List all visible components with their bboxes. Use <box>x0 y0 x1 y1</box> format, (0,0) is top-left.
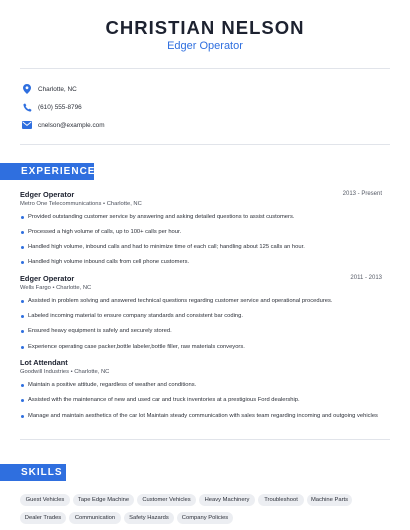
candidate-name: CHRISTIAN NELSON <box>105 17 305 38</box>
job-location: Charlotte, NC <box>74 369 110 375</box>
email-icon <box>22 120 32 130</box>
job-title: Edger Operator <box>20 190 75 199</box>
contact-email-text: cnelson@example.com <box>38 121 105 129</box>
list-item: Maintain a positive attitude, regardless of weather and conditions. <box>20 381 382 389</box>
skill-tag: Company Policies <box>177 512 233 524</box>
job-company-line <box>20 285 91 291</box>
candidate-title: Edger Operator <box>167 40 243 52</box>
job-company-line <box>20 369 109 375</box>
job-title: Lot Attendant <box>20 358 68 367</box>
list-item: Handled high volume, inbound calls and had to minimize time of each call; handling about 125 calls an hour. <box>20 243 382 251</box>
job-location: Charlotte, NC <box>106 201 142 207</box>
skill-tag: Communication <box>69 512 121 524</box>
list-item: Manage and maintain aesthetics of the car lot Maintain steady communication with sales team regarding incoming and outgoing vehicles <box>20 412 382 420</box>
job-company-line <box>20 201 142 207</box>
contact-phone <box>22 102 82 112</box>
skill-tag: Machine Parts <box>307 494 352 506</box>
list-item: Ensured heavy equipment is safely and securely stored. <box>20 327 382 335</box>
skill-tag: Guest Vehicles <box>20 494 70 506</box>
contact-divider <box>20 144 390 145</box>
contact-location <box>22 84 77 94</box>
experience-section-heading: EXPERIENCE <box>0 163 94 180</box>
skill-tag: Customer Vehicles <box>137 494 196 506</box>
list-item: Handled high volume inbound calls from cell phone customers. <box>20 258 382 266</box>
list-item: Processed a high volume of calls, up to 100+ calls per hour. <box>20 228 382 236</box>
skill-tag: Heavy Machinery <box>199 494 255 506</box>
list-item: Assisted in problem solving and answered technical questions regarding customer service and operational procedures. <box>20 297 382 305</box>
phone-icon <box>22 102 32 112</box>
skill-tag: Safety Hazards <box>124 512 174 524</box>
job-company: Wells Fargo <box>20 285 51 291</box>
skill-tag: Troubleshoot <box>258 494 304 506</box>
experience-divider <box>20 439 390 440</box>
skills-section-heading: SKILLS <box>0 464 66 481</box>
header-divider <box>20 68 390 69</box>
list-item: Provided outstanding customer service by answering and asking detailed questions to assist customers. <box>20 213 382 221</box>
company-separator: • <box>52 285 57 291</box>
contact-email <box>22 120 105 130</box>
contact-phone-text: (610) 555-8796 <box>38 103 82 111</box>
job-company: Goodwill Industries <box>20 369 69 375</box>
list-item: Assisted with the maintenance of new and used car and truck inventories at a prestigious Ford dealership. <box>20 396 382 404</box>
list-item: Experience operating case packer,bottle labeler,bottle filler, raw materials conveyors. <box>20 343 382 351</box>
contact-location-text: Charlotte, NC <box>38 85 77 93</box>
job-dates: 2011 - 2013 <box>350 275 382 281</box>
job-dates: 2013 - Present <box>342 191 382 197</box>
company-separator: • <box>103 201 107 207</box>
list-item: Labeled incoming material to ensure company standards and consistent bar coding. <box>20 312 382 320</box>
job-company: Metro One Telecommunications <box>20 201 102 207</box>
job-title: Edger Operator <box>20 274 75 283</box>
company-separator: • <box>70 369 75 375</box>
skill-tag: Dealer Trades <box>20 512 66 524</box>
location-pin-icon <box>22 84 32 94</box>
job-location: Charlotte, NC <box>56 285 92 291</box>
skill-tag: Tape Edge Machine <box>73 494 134 506</box>
